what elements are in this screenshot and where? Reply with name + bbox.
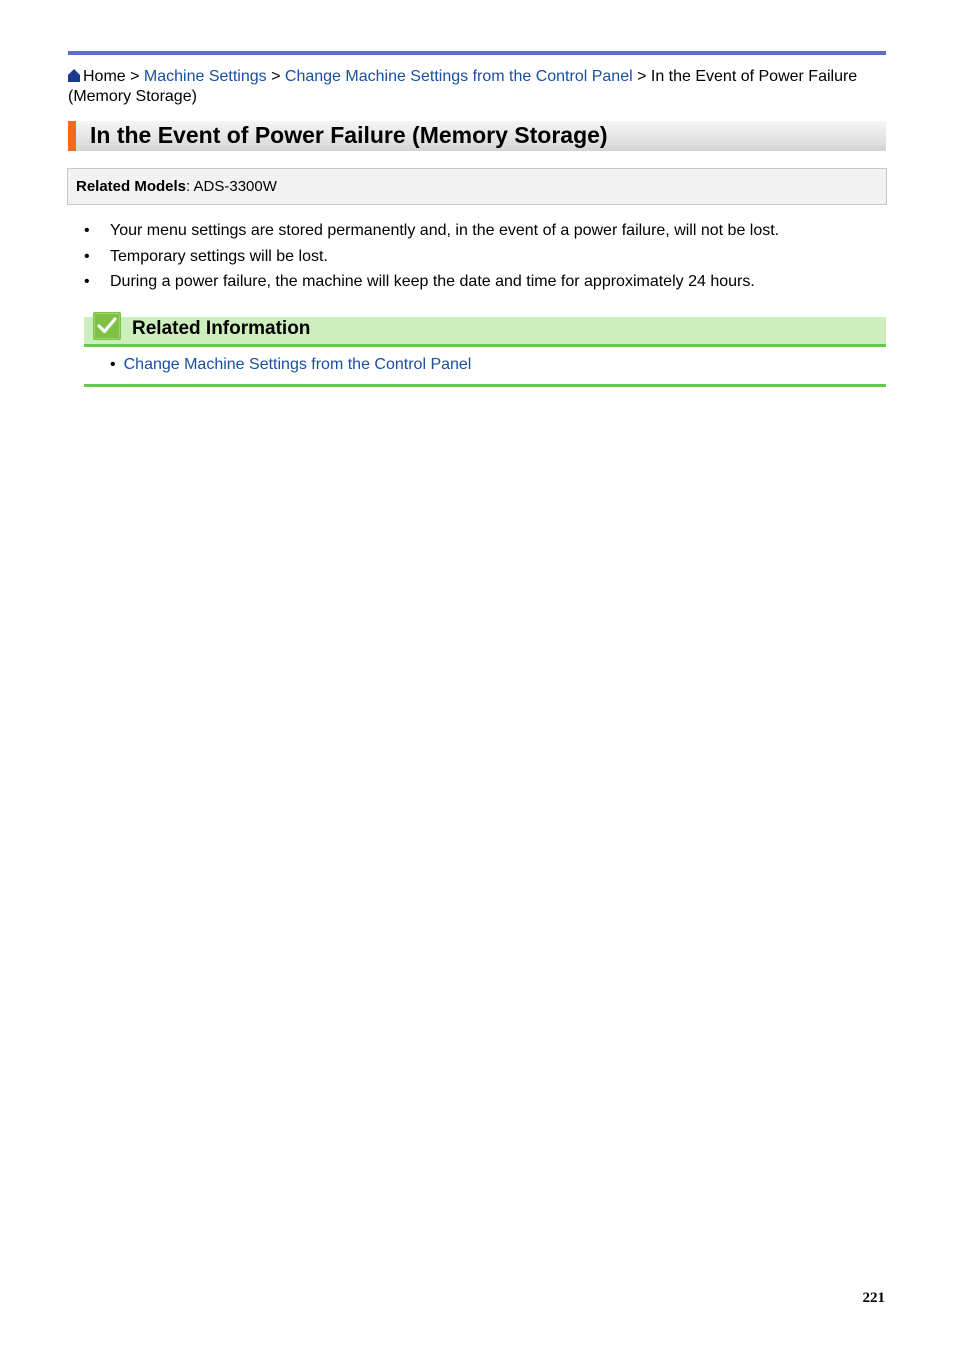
title-accent <box>68 121 76 151</box>
related-models-box <box>67 168 887 205</box>
related-link-change-settings[interactable]: Change Machine Settings from the Control Panel <box>123 356 472 373</box>
list-item-text: Your menu settings are stored permanently and, in the event of a power failure, will not be lost. <box>110 222 780 239</box>
list-item-text: Temporary settings will be lost. <box>110 247 328 265</box>
related-models-value: : ADS-3300W <box>186 178 277 195</box>
check-icon <box>93 312 121 340</box>
related-links-list <box>110 355 471 375</box>
breadcrumb <box>68 67 868 107</box>
bullet-dot: • <box>84 273 90 290</box>
related-information-title: Related Information <box>132 318 311 339</box>
breadcrumb-separator: > <box>125 68 144 85</box>
breadcrumb-current: In the Event of Power Failure (Memory Storage) <box>68 68 858 105</box>
bullet-dot: • <box>84 247 90 265</box>
list-item <box>84 247 884 273</box>
related-bottom-rule <box>84 384 886 387</box>
page-title: In the Event of Power Failure (Memory Storage) <box>90 122 608 148</box>
page-number: 221 <box>862 1290 885 1306</box>
list-item <box>84 221 884 247</box>
list-item-text: During a power failure, the machine will keep the date and time for approximately 24 hours. <box>110 273 755 290</box>
breadcrumb-machine-settings-link[interactable]: Machine Settings <box>143 68 267 85</box>
bullet-dot: • <box>84 222 90 239</box>
breadcrumb-change-settings-link[interactable]: Change Machine Settings from the Control Panel <box>284 68 633 85</box>
list-item <box>84 272 884 298</box>
breadcrumb-home[interactable]: Home <box>83 68 126 85</box>
top-rule <box>68 51 886 55</box>
bullet-list <box>84 221 884 298</box>
breadcrumb-separator: > <box>632 68 651 85</box>
related-models-label: Related Models <box>76 178 187 195</box>
bullet-dot: • <box>110 356 116 373</box>
page-title-bar <box>68 121 886 151</box>
home-icon[interactable] <box>68 69 80 82</box>
related-information-header <box>84 317 886 347</box>
breadcrumb-separator: > <box>266 68 285 85</box>
related-link-item <box>110 355 471 375</box>
